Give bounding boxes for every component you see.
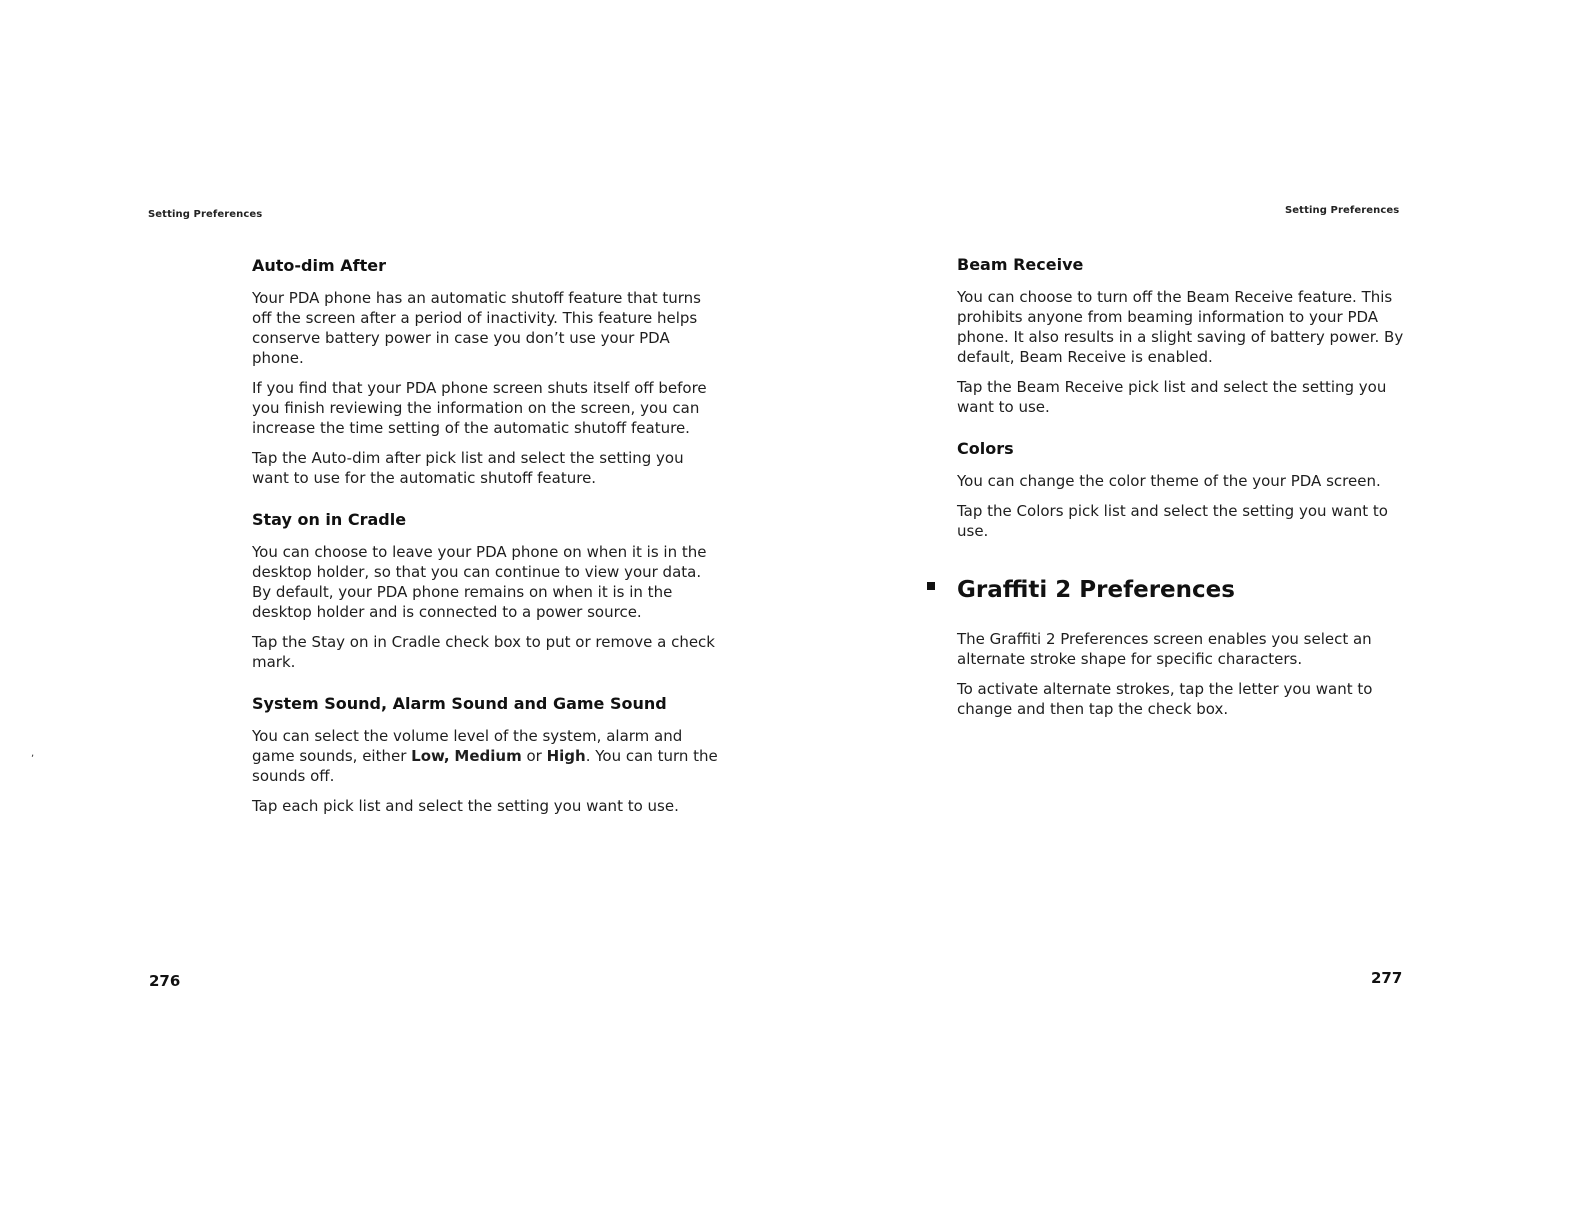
paragraph: Tap the Beam Receive pick list and select the setting you want to use. xyxy=(957,378,1387,416)
page-number: 277 xyxy=(1371,969,1403,987)
paragraph: You can change the color theme of the your PDA screen. xyxy=(957,472,1381,490)
text-run: . You can turn the sounds off. xyxy=(252,747,718,785)
paragraph: To activate alternate strokes, tap the letter you want to change and then tap the check box. xyxy=(957,680,1373,718)
section-stay-on-in-cradle xyxy=(252,510,720,672)
left-content xyxy=(252,256,720,838)
section-graffiti xyxy=(957,629,1417,719)
section-colors xyxy=(957,439,1417,541)
paragraph xyxy=(252,726,720,786)
section-heading: Colors xyxy=(957,439,1014,458)
section-beam-receive xyxy=(957,255,1417,417)
paragraph: Tap the Stay on in Cradle check box to put or remove a check mark. xyxy=(252,633,715,671)
right-content xyxy=(957,255,1417,741)
section-auto-dim xyxy=(252,256,720,488)
section-sounds xyxy=(252,694,720,816)
running-header: Setting Preferences xyxy=(148,209,263,220)
text-run: or xyxy=(521,747,547,765)
option-medium: Medium xyxy=(454,747,522,765)
running-header: Setting Preferences xyxy=(1285,205,1400,216)
chapter-heading-text: Graffiti 2 Preferences xyxy=(957,577,1235,603)
paragraph: Tap the Colors pick list and select the setting you want to use. xyxy=(957,502,1388,540)
square-bullet-icon xyxy=(927,582,935,590)
margin-mark: , xyxy=(31,748,35,759)
chapter-heading xyxy=(927,577,1417,603)
paragraph: If you find that your PDA phone screen shuts itself off before you finish reviewing the information on the screen, you can increase the time setting of the automatic shutoff feature. xyxy=(252,379,707,437)
option-high: High xyxy=(546,747,586,765)
page-number: 276 xyxy=(149,972,181,990)
paragraph: Tap each pick list and select the setting you want to use. xyxy=(252,797,679,815)
paragraph: Your PDA phone has an automatic shutoff feature that turns off the screen after a period of inactivity. This feature helps conserve battery power in case you don’t use your PDA phone. xyxy=(252,289,701,367)
section-heading: Beam Receive xyxy=(957,255,1084,274)
section-heading: Stay on in Cradle xyxy=(252,510,407,529)
paragraph: You can choose to turn off the Beam Receive feature. This prohibits anyone from beaming information to your PDA phone. It also results in a slight saving of battery power. By default, Beam Receive is enabled. xyxy=(957,288,1404,366)
text-run: You can select the volume level of the system, alarm and game sounds, either xyxy=(252,727,683,765)
option-low: Low, xyxy=(411,747,450,765)
section-heading: Auto-dim After xyxy=(252,256,386,275)
paragraph: Tap the Auto-dim after pick list and select the setting you want to use for the automatic shutoff feature. xyxy=(252,449,684,487)
right-page xyxy=(792,0,1584,1224)
paragraph: You can choose to leave your PDA phone on when it is in the desktop holder, so that you can continue to view your data. By default, your PDA phone remains on when it is in the desktop holder and is connected to a power source. xyxy=(252,543,707,621)
section-heading: System Sound, Alarm Sound and Game Sound xyxy=(252,694,667,713)
paragraph: The Graffiti 2 Preferences screen enables you select an alternate stroke shape for specific characters. xyxy=(957,630,1372,668)
